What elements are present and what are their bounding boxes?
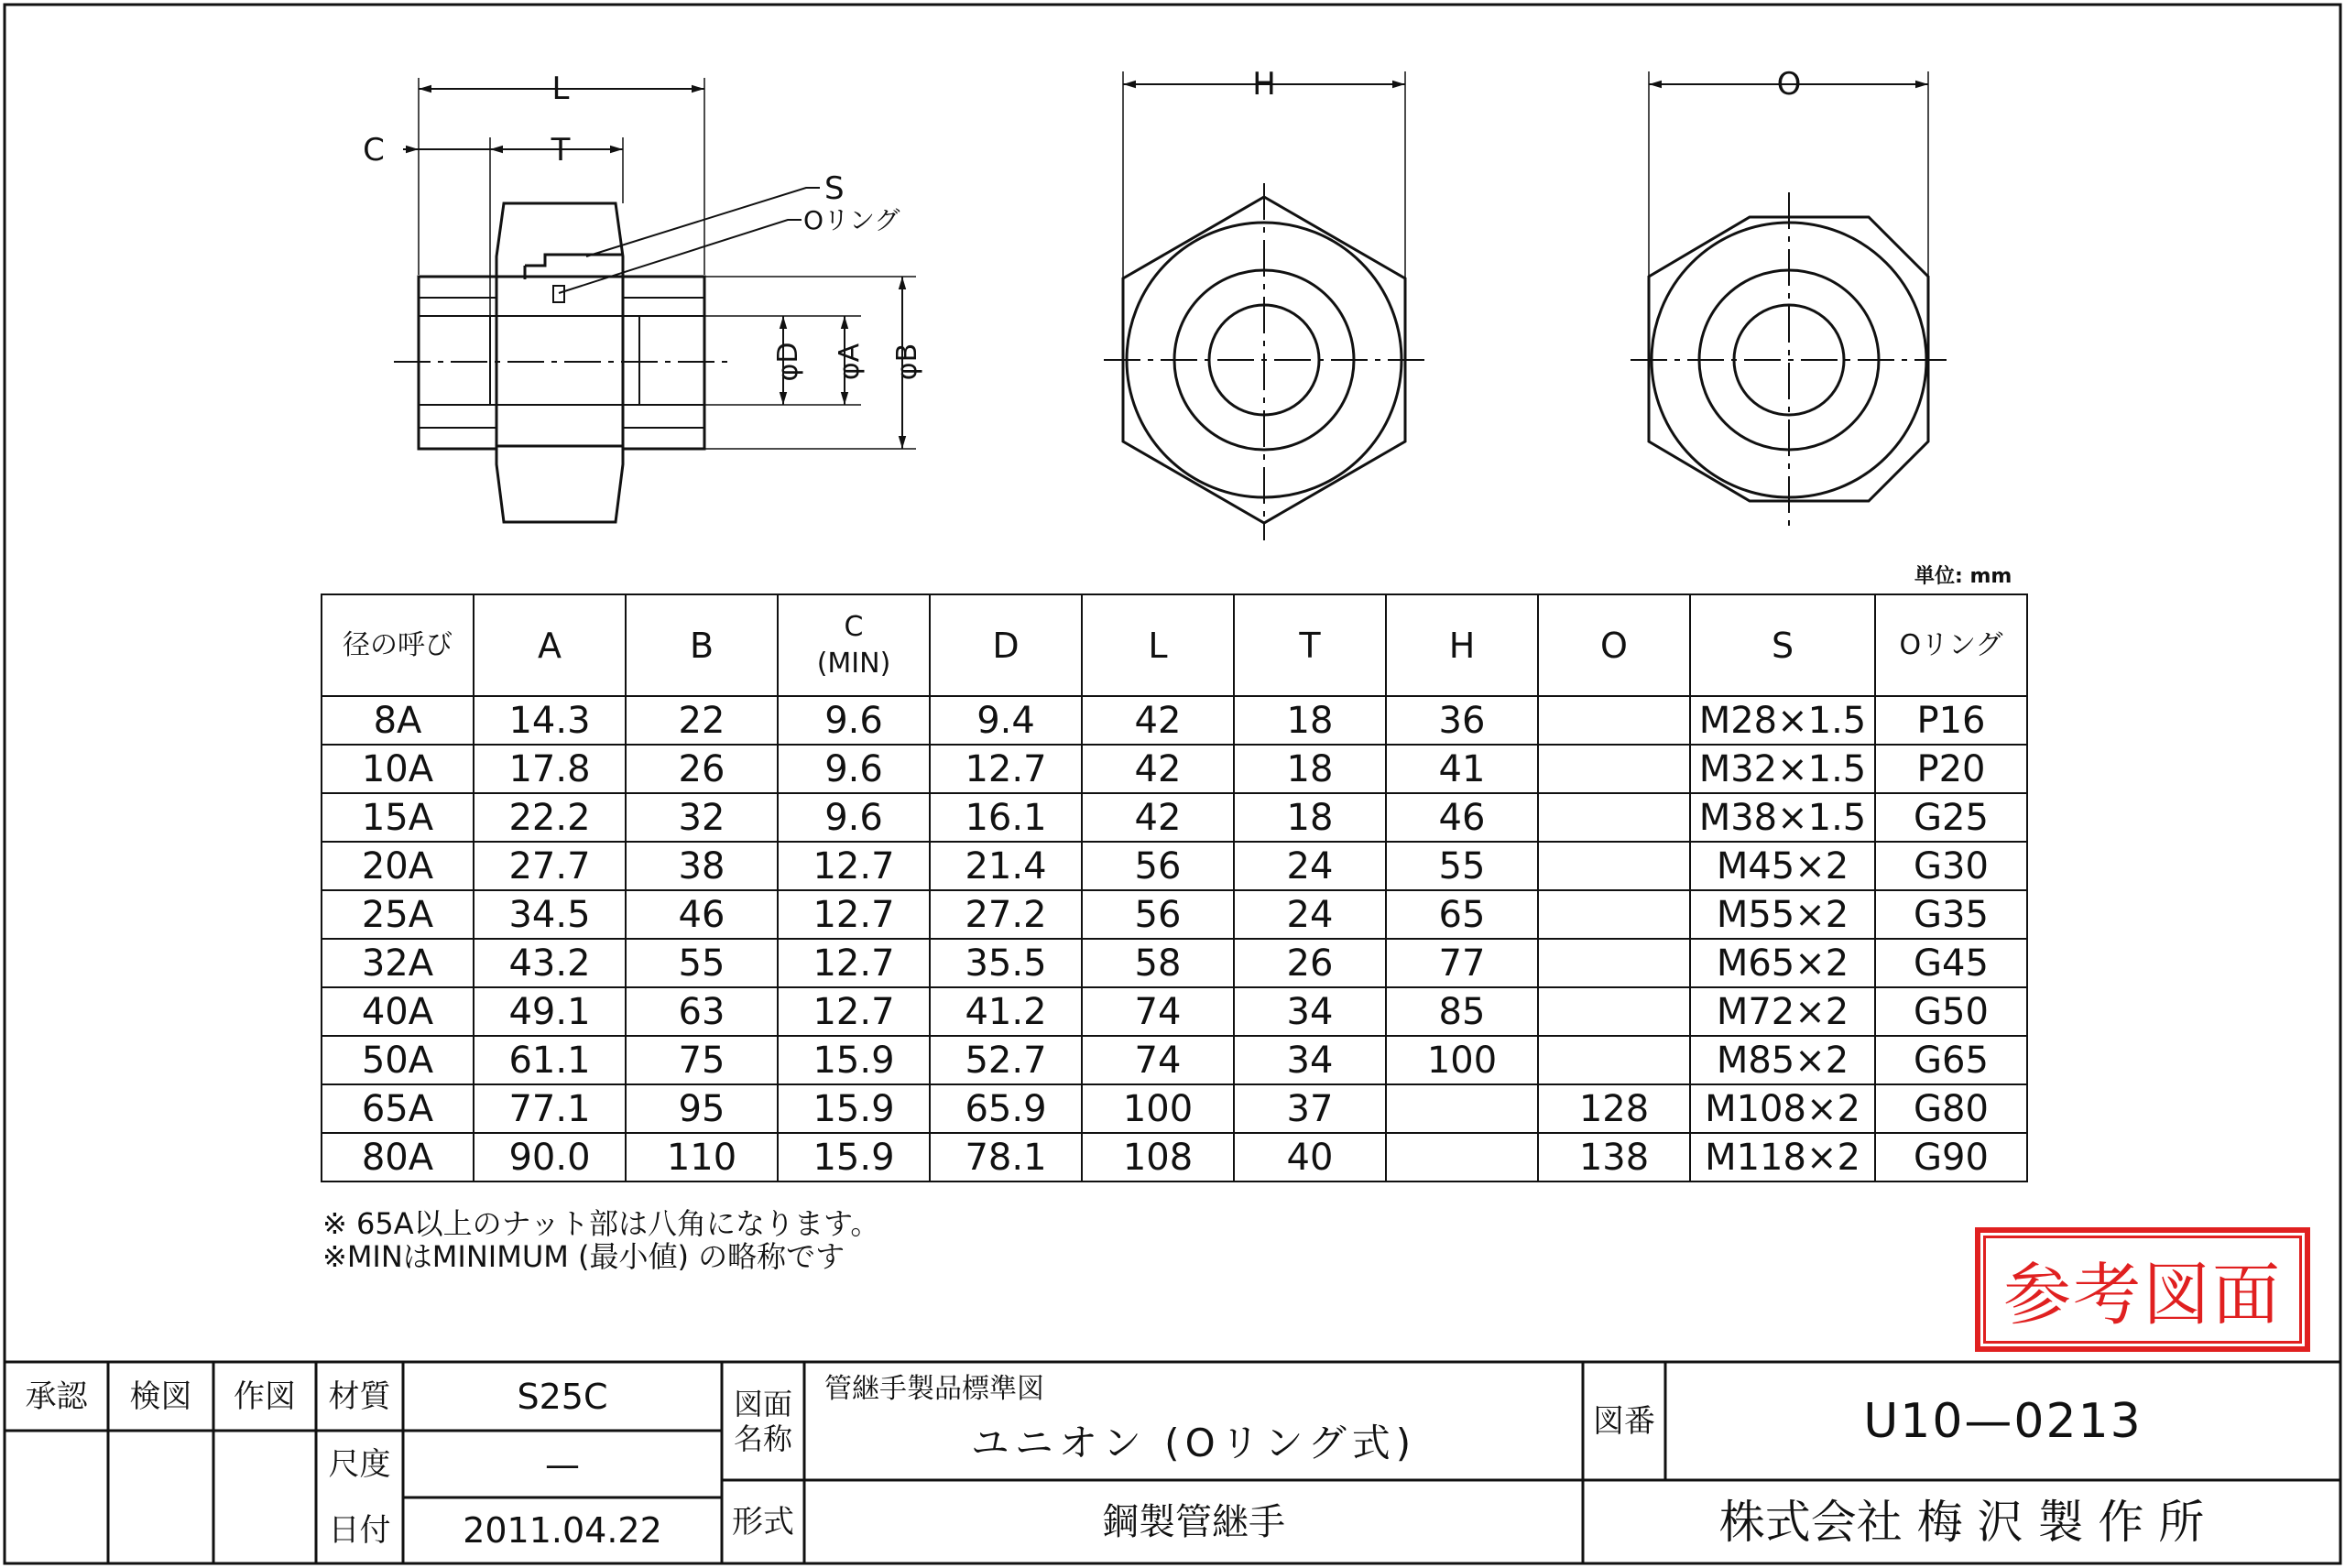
table-cell: 17.8 xyxy=(474,745,626,793)
table-cell: 58 xyxy=(1082,939,1234,987)
table-cell: 32 xyxy=(626,793,778,842)
table-cell: 49.1 xyxy=(474,987,626,1036)
table-cell: 9.6 xyxy=(778,696,930,745)
table-cell: M108×2 xyxy=(1690,1084,1875,1133)
table-cell: M118×2 xyxy=(1690,1133,1875,1181)
table-cell: 65A xyxy=(322,1084,474,1133)
oring-label: Oリング xyxy=(803,205,900,235)
dim-O-label: O xyxy=(1776,66,1802,103)
note-minimum: ※MINはMINIMUM (最小値) の略称です xyxy=(322,1239,845,1274)
table-cell: P20 xyxy=(1875,745,2027,793)
table-cell: 42 xyxy=(1082,793,1234,842)
table-cell: P16 xyxy=(1875,696,2027,745)
drawing-no-label: 図番 xyxy=(1593,1402,1655,1440)
table-cell: 100 xyxy=(1082,1084,1234,1133)
hex-end-view xyxy=(1104,71,1424,540)
table-row xyxy=(322,793,2027,842)
unit-label: 単位: mm xyxy=(1914,565,2012,588)
table-cell: 100 xyxy=(1386,1036,1538,1084)
table-cell: 42 xyxy=(1082,696,1234,745)
table-cell: 15A xyxy=(322,793,474,842)
dimension-table xyxy=(321,593,2028,1182)
drawing-name: ユニオン (Oリング式) xyxy=(970,1421,1417,1465)
table-cell: 18 xyxy=(1234,745,1386,793)
table-cell: M28×1.5 xyxy=(1690,696,1875,745)
header-nominal: 径の呼び xyxy=(322,594,474,696)
table-cell: 9.6 xyxy=(778,745,930,793)
drawing-category: 管継手製品標準図 xyxy=(824,1373,1044,1405)
drawing-name-label: 図面 名称 xyxy=(733,1386,792,1456)
table-cell: M85×2 xyxy=(1690,1036,1875,1084)
table-cell: 65 xyxy=(1386,890,1538,939)
table-cell: 21.4 xyxy=(930,842,1082,890)
dim-S-label: S xyxy=(824,170,845,207)
table-cell: 36 xyxy=(1386,696,1538,745)
table-cell: 42 xyxy=(1082,745,1234,793)
table-cell: M32×1.5 xyxy=(1690,745,1875,793)
material-label: 材質 xyxy=(328,1377,391,1415)
header-B: B xyxy=(626,594,778,696)
table-cell: 10A xyxy=(322,745,474,793)
date-value: 2011.04.22 xyxy=(463,1510,662,1551)
header-oring: Oリング xyxy=(1875,594,2027,696)
header-H: H xyxy=(1386,594,1538,696)
draw-label: 作図 xyxy=(234,1377,296,1415)
table-cell xyxy=(1386,1084,1538,1133)
type-value: 鋼製管継手 xyxy=(1102,1500,1285,1543)
table-cell: 56 xyxy=(1082,890,1234,939)
table-cell: 37 xyxy=(1234,1084,1386,1133)
table-cell: 90.0 xyxy=(474,1133,626,1181)
table-cell: 18 xyxy=(1234,696,1386,745)
table-cell: 74 xyxy=(1082,1036,1234,1084)
table-cell: 15.9 xyxy=(778,1036,930,1084)
table-cell xyxy=(1538,745,1690,793)
table-cell xyxy=(1538,842,1690,890)
table-cell: 56 xyxy=(1082,842,1234,890)
table-cell: 46 xyxy=(626,890,778,939)
table-cell: 46 xyxy=(1386,793,1538,842)
table-cell: G80 xyxy=(1875,1084,2027,1133)
table-cell: 63 xyxy=(626,987,778,1036)
table-cell xyxy=(1538,696,1690,745)
table-cell: 12.7 xyxy=(778,842,930,890)
dim-phiB-label: φB xyxy=(891,343,923,381)
table-cell xyxy=(1538,890,1690,939)
table-cell: 22 xyxy=(626,696,778,745)
reference-stamp: 参考図面 xyxy=(1975,1227,2310,1352)
company-name: 株式会社 梅 沢 製 作 所 xyxy=(1718,1495,2205,1549)
table-cell: 65.9 xyxy=(930,1084,1082,1133)
table-cell: M65×2 xyxy=(1690,939,1875,987)
table-cell: 55 xyxy=(626,939,778,987)
table-cell: 35.5 xyxy=(930,939,1082,987)
table-cell: 12.7 xyxy=(778,890,930,939)
table-cell: M72×2 xyxy=(1690,987,1875,1036)
table-cell: 40 xyxy=(1234,1133,1386,1181)
table-row xyxy=(322,842,2027,890)
header-O: O xyxy=(1538,594,1690,696)
table-cell: G45 xyxy=(1875,939,2027,987)
table-cell: 12.7 xyxy=(930,745,1082,793)
table-cell: 25A xyxy=(322,890,474,939)
table-cell: 26 xyxy=(626,745,778,793)
table-cell: 74 xyxy=(1082,987,1234,1036)
table-cell: 40A xyxy=(322,987,474,1036)
dim-C-label: C xyxy=(363,132,385,169)
table-cell: 20A xyxy=(322,842,474,890)
table-cell: 128 xyxy=(1538,1084,1690,1133)
header-D: D xyxy=(930,594,1082,696)
oct-end-view xyxy=(1631,71,1947,527)
table-row xyxy=(322,939,2027,987)
table-cell: 110 xyxy=(626,1133,778,1181)
header-L: L xyxy=(1082,594,1234,696)
table-row xyxy=(322,1084,2027,1133)
table-row xyxy=(322,696,2027,745)
table-cell: 43.2 xyxy=(474,939,626,987)
table-cell: 15.9 xyxy=(778,1133,930,1181)
table-cell: 22.2 xyxy=(474,793,626,842)
date-label: 日付 xyxy=(328,1512,391,1549)
header-A: A xyxy=(474,594,626,696)
table-cell: 14.3 xyxy=(474,696,626,745)
table-row xyxy=(322,890,2027,939)
scale-value: — xyxy=(545,1443,580,1485)
type-label: 形式 xyxy=(732,1503,794,1541)
header-S: S xyxy=(1690,594,1875,696)
table-cell: G25 xyxy=(1875,793,2027,842)
table-cell xyxy=(1538,987,1690,1036)
table-row xyxy=(322,1133,2027,1181)
table-cell: 24 xyxy=(1234,842,1386,890)
table-cell: 85 xyxy=(1386,987,1538,1036)
table-cell: 9.6 xyxy=(778,793,930,842)
table-cell xyxy=(1386,1133,1538,1181)
table-cell: 38 xyxy=(626,842,778,890)
table-cell: M38×1.5 xyxy=(1690,793,1875,842)
table-cell: 18 xyxy=(1234,793,1386,842)
table-cell: 27.2 xyxy=(930,890,1082,939)
table-row xyxy=(322,1036,2027,1084)
table-cell: 61.1 xyxy=(474,1036,626,1084)
table-cell xyxy=(1538,1036,1690,1084)
table-cell: 15.9 xyxy=(778,1084,930,1133)
table-cell: 80A xyxy=(322,1133,474,1181)
scale-label: 尺度 xyxy=(328,1445,391,1483)
dim-L-label: L xyxy=(551,71,570,107)
table-row xyxy=(322,987,2027,1036)
table-body xyxy=(322,696,2027,1181)
header-T: T xyxy=(1234,594,1386,696)
table-cell: M55×2 xyxy=(1690,890,1875,939)
table-cell: 32A xyxy=(322,939,474,987)
table-cell: G35 xyxy=(1875,890,2027,939)
table-cell: 12.7 xyxy=(778,987,930,1036)
table-cell: G65 xyxy=(1875,1036,2027,1084)
material-value: S25C xyxy=(517,1376,608,1417)
table-header-row xyxy=(322,594,2027,696)
table-cell: 77 xyxy=(1386,939,1538,987)
table-row xyxy=(322,745,2027,793)
table-cell: 41 xyxy=(1386,745,1538,793)
note-octagon: ※ 65A以上のナット部は八角になります。 xyxy=(322,1206,880,1241)
drawing-number: U10—0213 xyxy=(1863,1393,2143,1449)
table-cell xyxy=(1538,793,1690,842)
table-cell: 27.7 xyxy=(474,842,626,890)
table-cell: G30 xyxy=(1875,842,2027,890)
table-cell: 78.1 xyxy=(930,1133,1082,1181)
table-cell: 16.1 xyxy=(930,793,1082,842)
table-cell: G50 xyxy=(1875,987,2027,1036)
table-cell: 138 xyxy=(1538,1133,1690,1181)
table-cell: 34.5 xyxy=(474,890,626,939)
dim-phiA-label: φA xyxy=(834,343,866,381)
table-cell: 50A xyxy=(322,1036,474,1084)
table-cell: 41.2 xyxy=(930,987,1082,1036)
table-cell: 26 xyxy=(1234,939,1386,987)
table-cell: M45×2 xyxy=(1690,842,1875,890)
dim-phiD-label: φD xyxy=(772,342,804,382)
dim-T-label: T xyxy=(551,132,571,169)
dim-H-label: H xyxy=(1252,66,1276,103)
table-cell: 95 xyxy=(626,1084,778,1133)
approve-label: 承認 xyxy=(25,1377,88,1415)
table-cell: 52.7 xyxy=(930,1036,1082,1084)
table-cell: 55 xyxy=(1386,842,1538,890)
side-view xyxy=(394,78,916,522)
notes xyxy=(322,1207,879,1273)
table-cell: 24 xyxy=(1234,890,1386,939)
table-cell: G90 xyxy=(1875,1133,2027,1181)
table-cell: 8A xyxy=(322,696,474,745)
table-cell: 12.7 xyxy=(778,939,930,987)
table-cell: 75 xyxy=(626,1036,778,1084)
check-label: 検図 xyxy=(129,1377,192,1415)
table-cell: 34 xyxy=(1234,1036,1386,1084)
table-cell: 34 xyxy=(1234,987,1386,1036)
table-cell: 108 xyxy=(1082,1133,1234,1181)
table-cell: 77.1 xyxy=(474,1084,626,1133)
table-cell xyxy=(1538,939,1690,987)
table-cell: 9.4 xyxy=(930,696,1082,745)
header-C: C (MIN) xyxy=(778,594,930,696)
